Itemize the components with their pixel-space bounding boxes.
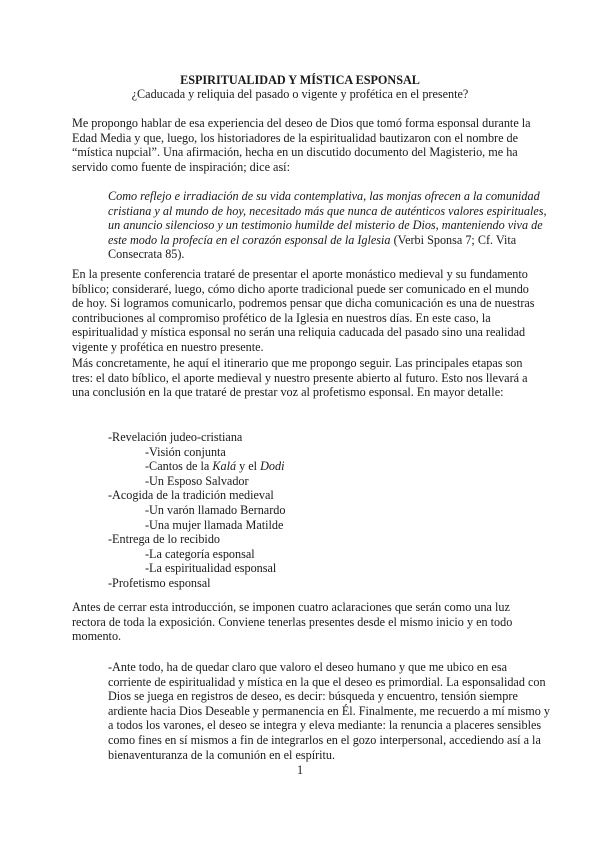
outline-item-text: y el [236, 459, 261, 474]
outline-item: -La espiritualidad esponsal [145, 561, 277, 576]
block-quote [108, 189, 548, 262]
outline-item: -Un Esposo Salvador [145, 473, 249, 488]
document-title: ESPIRITUALIDAD Y MÍSTICA ESPONSAL [180, 73, 420, 87]
outline-item: -Profetismo esponsal [108, 575, 211, 590]
page-number: 1 [296, 763, 304, 777]
outline-item: -La categoría esponsal [145, 546, 255, 561]
outline-item: -Una mujer llamada Matilde [145, 517, 284, 532]
paragraph-clarifications: Antes de cerrar esta introducción, se imponen cuatro aclaraciones que serán como una luz rectora de toda la exposición. Conviene tenerlas presentes desde el mismo inicio y en todo momento. [72, 600, 513, 644]
outline-item: -Revelación judeo-cristiana [108, 430, 243, 444]
outline-item-italic: Kalá [212, 459, 237, 474]
outline-item-text: -Cantos de la [145, 459, 213, 474]
quote-text: Como reflejo e irradiación de su vida contemplativa, las monjas ofrecen a la comunidad cristiana y al mundo de hoy, necesitado más que nunca de auténticos valores espirituales, un anuncio silencioso y un testimonio humilde del misterio de Dios, manteniendo viva de este modo la profecía en el corazón esponsal de la Iglesia [108, 189, 547, 247]
clarification-first: -Ante todo, ha de quedar claro que valoro el deseo humano y que me ubico en esa corriente de espiritualidad y mística en la que el deseo es primordial. La esponsalidad con Dios se juega en registros de deseo, es decir: búsqueda y encuentro, tensión siempre ardiente hacia Dios Deseable y permanencia en Él. Finalmente, me recuerdo a mí mismo y a todos los varones, el deseo se integra y eleva mediante: la renuncia a placeres sensibles como fines en sí mismos a fin de integrarlos en el gozo interpersonal, accediendo así a la bienaventuranza de la comunión en el espíritu. [108, 660, 550, 762]
outline-item: -Acogida de la tradición medieval [108, 488, 274, 503]
outline-list [108, 430, 285, 591]
outline-item: -Entrega de lo recibido [108, 532, 221, 547]
outline-item [108, 459, 285, 474]
outline-item: -Un varón llamado Bernardo [145, 502, 286, 517]
paragraph-intro: Me propongo hablar de esa experiencia del deseo de Dios que tomó forma esponsal durante la Edad Media y que, luego, los historiadores de la espiritualidad bautizaron con el nombre de “mística nupcial”. Una afirmación, hecha en un discutido documento del Magisterio, me ha servido como fuente de inspiración; dice así: [72, 116, 531, 174]
document-subtitle: ¿Caducada y reliquia del pasado o vigente y profética en el presente? [131, 87, 469, 101]
paragraph-itinerary: Más concretamente, he aquí el itinerario que me propongo seguir. Las principales etapas son tres: el dato bíblico, el aporte medieval y nuestro presente abierto al futuro. Esto nos llevará a una conclusión en la que trataré de prestar voz al profetismo esponsal. En mayor detalle: [72, 356, 528, 400]
quote-citation: (Verbi Sponsa 7; Cf. Vita Consecrata 85). [108, 232, 517, 262]
paragraph-conference: En la presente conferencia trataré de presentar el aporte monástico medieval y su fundamento bíblico; consideraré, luego, cómo dicho aporte tradicional puede ser comunicado en el mundo de hoy. Si logramos comunicarlo, podremos pensar que dicha comunicación es una de nuestras contribuciones al compromiso profético de la Iglesia en nuestros días. En este caso, la espiritualidad y mística esponsal no serán una reliquia caducada del pasado sino una realidad vigente y profética en nuestro presente. [72, 267, 535, 354]
outline-item: -Visión conjunta [145, 444, 226, 459]
outline-item-italic: Dodi [260, 459, 285, 474]
